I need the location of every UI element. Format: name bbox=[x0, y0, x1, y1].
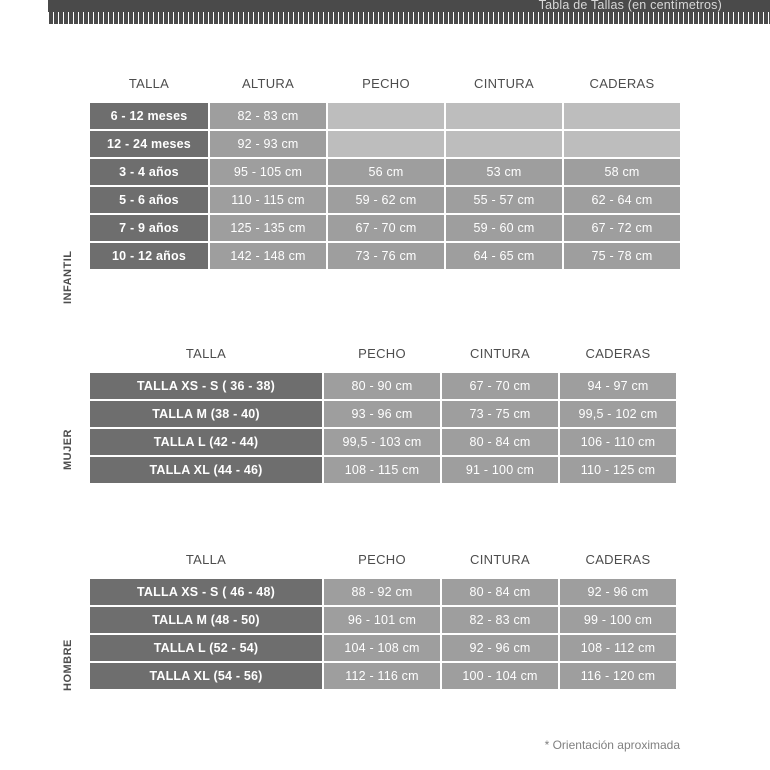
column-header-pecho: PECHO bbox=[358, 346, 406, 361]
table-mujer bbox=[88, 340, 678, 485]
ruler-strip bbox=[48, 12, 770, 24]
cell-cintura: 82 - 83 cm bbox=[442, 607, 558, 633]
cell-altura: 125 - 135 cm bbox=[210, 215, 326, 241]
cell-talla: 6 - 12 meses bbox=[90, 103, 208, 129]
cell-altura: 92 - 93 cm bbox=[210, 131, 326, 157]
cell-talla: TALLA XS - S ( 46 - 48) bbox=[90, 579, 322, 605]
cell-talla: 5 - 6 años bbox=[90, 187, 208, 213]
cell-caderas: 99,5 - 102 cm bbox=[560, 401, 676, 427]
table-row bbox=[90, 457, 676, 483]
cell-pecho: 104 - 108 cm bbox=[324, 635, 440, 661]
cell-pecho: 73 - 76 cm bbox=[328, 243, 444, 269]
column-header-cintura: CINTURA bbox=[470, 346, 530, 361]
cell-pecho: 88 - 92 cm bbox=[324, 579, 440, 605]
column-header-cintura: CINTURA bbox=[474, 76, 534, 91]
table-header-row bbox=[90, 548, 676, 577]
table-row bbox=[90, 429, 676, 455]
cell-talla: TALLA XL (54 - 56) bbox=[90, 663, 322, 689]
cell-cintura: 59 - 60 cm bbox=[446, 215, 562, 241]
cell-cintura: 80 - 84 cm bbox=[442, 579, 558, 605]
table-header-row bbox=[90, 72, 680, 101]
section-label-infantil: INFANTIL bbox=[62, 250, 74, 304]
cell-cintura: 92 - 96 cm bbox=[442, 635, 558, 661]
cell-pecho: 99,5 - 103 cm bbox=[324, 429, 440, 455]
cell-caderas: 110 - 125 cm bbox=[560, 457, 676, 483]
cell-caderas: 108 - 112 cm bbox=[560, 635, 676, 661]
cell-cintura: 73 - 75 cm bbox=[442, 401, 558, 427]
cell-caderas: 92 - 96 cm bbox=[560, 579, 676, 605]
cell-caderas: 58 cm bbox=[564, 159, 680, 185]
cell-caderas: 116 - 120 cm bbox=[560, 663, 676, 689]
cell-pecho: 59 - 62 cm bbox=[328, 187, 444, 213]
cell-pecho: 93 - 96 cm bbox=[324, 401, 440, 427]
section-label-mujer: MUJER bbox=[62, 428, 74, 470]
table-row bbox=[90, 131, 680, 157]
table-row bbox=[90, 103, 680, 129]
cell-cintura: 55 - 57 cm bbox=[446, 187, 562, 213]
cell-cintura: 64 - 65 cm bbox=[446, 243, 562, 269]
cell-cintura bbox=[446, 103, 562, 129]
table-row bbox=[90, 159, 680, 185]
column-header-pecho: PECHO bbox=[358, 552, 406, 567]
table-hombre bbox=[88, 546, 678, 691]
cell-pecho: 96 - 101 cm bbox=[324, 607, 440, 633]
cell-pecho bbox=[328, 131, 444, 157]
cell-talla: TALLA M (48 - 50) bbox=[90, 607, 322, 633]
column-header-pecho: PECHO bbox=[362, 76, 410, 91]
cell-talla: 10 - 12 años bbox=[90, 243, 208, 269]
cell-caderas: 94 - 97 cm bbox=[560, 373, 676, 399]
cell-caderas bbox=[564, 131, 680, 157]
table-row bbox=[90, 663, 676, 689]
cell-caderas: 99 - 100 cm bbox=[560, 607, 676, 633]
column-header-caderas: CADERAS bbox=[585, 346, 651, 361]
cell-altura: 82 - 83 cm bbox=[210, 103, 326, 129]
column-header-talla: TALLA bbox=[128, 76, 170, 91]
column-header-caderas: CADERAS bbox=[589, 76, 655, 91]
table-row bbox=[90, 401, 676, 427]
section-label-hombre: HOMBRE bbox=[62, 639, 74, 691]
cell-altura: 110 - 115 cm bbox=[210, 187, 326, 213]
cell-talla: TALLA L (52 - 54) bbox=[90, 635, 322, 661]
table-row bbox=[90, 187, 680, 213]
cell-altura: 95 - 105 cm bbox=[210, 159, 326, 185]
cell-talla: TALLA XS - S ( 36 - 38) bbox=[90, 373, 322, 399]
cell-talla: 7 - 9 años bbox=[90, 215, 208, 241]
cell-pecho: 112 - 116 cm bbox=[324, 663, 440, 689]
cell-caderas: 75 - 78 cm bbox=[564, 243, 680, 269]
cell-caderas: 106 - 110 cm bbox=[560, 429, 676, 455]
column-header-caderas: CADERAS bbox=[585, 552, 651, 567]
table-row bbox=[90, 215, 680, 241]
column-header-talla: TALLA bbox=[185, 552, 227, 567]
footnote: * Orientación aproximada bbox=[544, 738, 680, 752]
table-row bbox=[90, 579, 676, 605]
cell-cintura: 67 - 70 cm bbox=[442, 373, 558, 399]
table-header-row bbox=[90, 342, 676, 371]
cell-talla: TALLA L (42 - 44) bbox=[90, 429, 322, 455]
cell-pecho: 56 cm bbox=[328, 159, 444, 185]
cell-cintura bbox=[446, 131, 562, 157]
table-row bbox=[90, 635, 676, 661]
ruler-ticks bbox=[48, 12, 770, 24]
table-row bbox=[90, 607, 676, 633]
cell-cintura: 80 - 84 cm bbox=[442, 429, 558, 455]
cell-caderas: 62 - 64 cm bbox=[564, 187, 680, 213]
cell-caderas: 67 - 72 cm bbox=[564, 215, 680, 241]
chart-title: Tabla de Tallas (en centímetros) bbox=[538, 0, 722, 12]
cell-cintura: 100 - 104 cm bbox=[442, 663, 558, 689]
cell-pecho: 80 - 90 cm bbox=[324, 373, 440, 399]
table-infantil bbox=[88, 70, 682, 271]
cell-altura: 142 - 148 cm bbox=[210, 243, 326, 269]
column-header-talla: TALLA bbox=[185, 346, 227, 361]
cell-talla: TALLA M (38 - 40) bbox=[90, 401, 322, 427]
cell-cintura: 53 cm bbox=[446, 159, 562, 185]
cell-cintura: 91 - 100 cm bbox=[442, 457, 558, 483]
cell-talla: TALLA XL (44 - 46) bbox=[90, 457, 322, 483]
table-row bbox=[90, 373, 676, 399]
column-header-cintura: CINTURA bbox=[470, 552, 530, 567]
table-row bbox=[90, 243, 680, 269]
cell-caderas bbox=[564, 103, 680, 129]
cell-talla: 3 - 4 años bbox=[90, 159, 208, 185]
cell-pecho: 67 - 70 cm bbox=[328, 215, 444, 241]
cell-talla: 12 - 24 meses bbox=[90, 131, 208, 157]
column-header-altura: ALTURA bbox=[241, 76, 295, 91]
cell-pecho: 108 - 115 cm bbox=[324, 457, 440, 483]
cell-pecho bbox=[328, 103, 444, 129]
